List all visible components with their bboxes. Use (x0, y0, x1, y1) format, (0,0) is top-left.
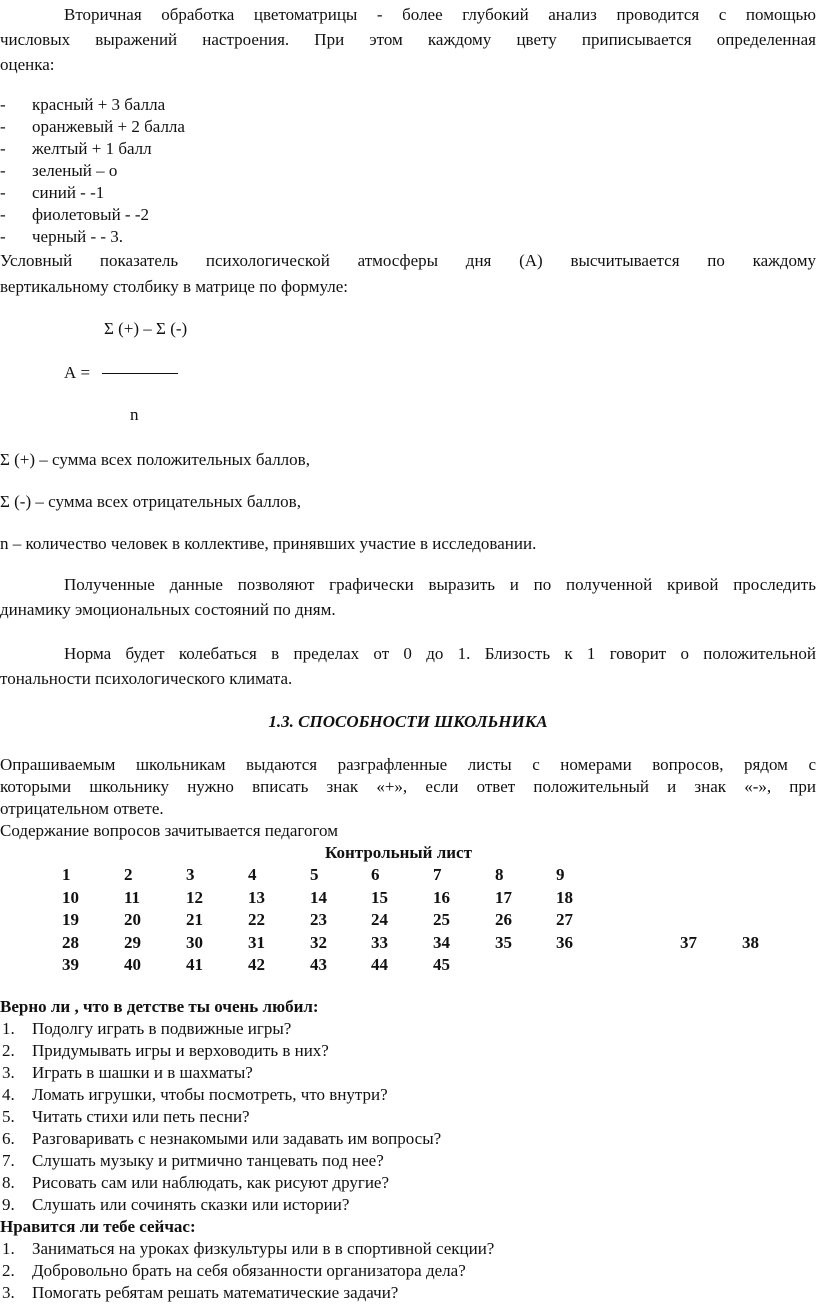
list-number: 2. (2, 1261, 15, 1280)
list-item (0, 1282, 700, 1304)
formula-lhs: А = (64, 363, 91, 382)
list-item (0, 1172, 700, 1194)
control-sheet-number: 32 (310, 932, 327, 952)
control-sheet-number: 9 (556, 865, 565, 884)
control-sheet-number: 1 (62, 865, 71, 884)
control-sheet-number: 20 (124, 910, 141, 929)
list-number: 3. (2, 1063, 15, 1082)
control-sheet-number: 40 (124, 955, 141, 974)
list-item (0, 204, 400, 226)
control-sheet-number: 16 (433, 887, 450, 907)
control-sheet-number: 5 (310, 865, 319, 884)
intro-line-2: числовых выражений настроения. При этом каждому цвету приписывается определенная (0, 30, 816, 49)
list-item (0, 1150, 700, 1172)
control-sheet-number: 10 (62, 887, 79, 907)
control-sheet-number: 35 (495, 932, 512, 952)
list-item (0, 226, 400, 248)
control-sheet-number: 36 (556, 932, 573, 952)
list-item-text: Читать стихи или петь песни? (32, 1107, 250, 1126)
control-sheet-number: 25 (433, 910, 450, 929)
norm-paragraph-line-1: Норма будет колебаться в пределах от 0 до 1. Близость к 1 говорит о положительной (64, 644, 816, 663)
list-item (0, 1260, 700, 1282)
list-item-text: зеленый – о (32, 161, 118, 180)
list-item-text: красный + 3 балла (32, 95, 166, 114)
list-item-text: Ломать игрушки, чтобы посмотреть, что внутри? (32, 1085, 388, 1104)
now-question-list (0, 1238, 816, 1304)
definition-positive: Σ (+) – сумма всех положительных баллов, (0, 450, 310, 469)
list-item-text: оранжевый + 2 балла (32, 117, 185, 136)
list-item-text: Рисовать сам или наблюдать, как рисуют другие? (32, 1173, 390, 1192)
control-sheet-number: 4 (248, 865, 257, 884)
list-item (0, 116, 400, 138)
list-item (0, 160, 400, 182)
list-dash: - (0, 161, 6, 180)
list-dash: - (0, 183, 6, 202)
color-score-list (0, 94, 400, 254)
control-sheet-number: 42 (248, 955, 265, 974)
list-number: 6. (2, 1129, 15, 1148)
list-item (0, 1238, 700, 1260)
control-sheet-number: 44 (371, 955, 388, 974)
list-item (0, 182, 400, 204)
control-sheet-title: Контрольный лист (325, 843, 472, 862)
control-sheet-number: 24 (371, 910, 388, 929)
list-item-text: Заниматься на уроках физкультуры или в в спортивной секции? (32, 1239, 495, 1258)
control-sheet-number: 15 (371, 887, 388, 907)
now-heading: Нравится ли тебе сейчас: (0, 1217, 196, 1236)
control-sheet-number: 37 (680, 932, 697, 952)
control-sheet-number: 30 (186, 932, 203, 952)
control-sheet-number: 31 (248, 932, 265, 952)
control-sheet-number: 11 (124, 887, 141, 907)
list-item-text: Слушать музыку и ритмично танцевать под нее? (32, 1151, 384, 1170)
list-dash: - (0, 95, 6, 114)
list-number: 9. (2, 1195, 15, 1214)
definition-negative: Σ (-) – сумма всех отрицательных баллов, (0, 492, 301, 511)
control-sheet-number: 3 (186, 865, 195, 884)
control-sheet-grid (0, 864, 816, 976)
control-sheet-number: 13 (248, 887, 265, 907)
formula-numerator: Σ (+) – Σ (-) (104, 319, 188, 338)
list-number: 3. (2, 1283, 15, 1302)
list-item (0, 1106, 700, 1128)
list-item (0, 94, 400, 116)
data-paragraph-line-1: Полученные данные позволяют графически выразить и по полученной кривой проследить (64, 575, 816, 594)
list-item-text: черный - - 3. (32, 227, 124, 246)
list-number: 1. (2, 1019, 15, 1038)
survey-intro-line-2: которыми школьнику нужно вписать знак «+», если ответ положительный и знак «-», при (0, 777, 816, 796)
control-sheet-number: 33 (371, 932, 388, 952)
list-item-text: Разговаривать с незнакомыми или задавать им вопросы? (32, 1129, 442, 1148)
list-dash: - (0, 117, 6, 136)
list-item-text: Добровольно брать на себя обязанности организатора дела? (32, 1261, 466, 1280)
list-dash: - (0, 227, 6, 246)
fraction-bar (102, 373, 178, 374)
survey-intro-line-1: Опрашиваемым школьникам выдаются разграфленные листы с номерами вопросов, рядом с (0, 755, 816, 774)
indicator-line-2: вертикальному столбику в матрице по формуле: (0, 277, 349, 296)
control-sheet-number: 29 (124, 932, 141, 952)
list-item-text: фиолетовый - -2 (32, 205, 149, 224)
data-paragraph-line-2: динамику эмоциональных состояний по дням. (0, 600, 336, 619)
list-item-text: Играть в шашки и в шахматы? (32, 1063, 253, 1082)
list-item-text: синий - -1 (32, 183, 105, 202)
definition-n: n – количество человек в коллективе, принявших участие в исследовании. (0, 534, 537, 553)
control-sheet-number: 8 (495, 865, 504, 884)
control-sheet-number: 41 (186, 955, 203, 974)
control-sheet-number: 21 (186, 910, 203, 929)
intro-line-3: оценка: (0, 55, 55, 74)
control-sheet-number: 43 (310, 955, 327, 974)
list-item (0, 1018, 700, 1040)
survey-intro-line-4: Содержание вопросов зачитывается педагогом (0, 821, 338, 840)
list-item (0, 1194, 700, 1216)
section-heading: 1.3. СПОСОБНОСТИ ШКОЛЬНИКА (268, 712, 548, 731)
control-sheet-number: 7 (433, 865, 442, 884)
list-number: 4. (2, 1085, 15, 1104)
control-sheet-number: 19 (62, 910, 79, 929)
control-sheet-number: 45 (433, 955, 450, 974)
control-sheet-number: 23 (310, 910, 327, 929)
childhood-question-list (0, 1018, 816, 1216)
survey-intro-line-3: отрицательном ответе. (0, 799, 164, 818)
intro-line-1: Вторичная обработка цветоматрицы - более глубокий анализ проводится с помощью (64, 5, 816, 24)
control-sheet-number: 18 (556, 887, 573, 907)
list-item-text: желтый + 1 балл (32, 139, 152, 158)
list-number: 2. (2, 1041, 15, 1060)
control-sheet-number: 38 (742, 932, 759, 952)
list-number: 5. (2, 1107, 15, 1126)
control-sheet-number: 6 (371, 865, 380, 884)
list-item (0, 138, 400, 160)
list-item (0, 1062, 700, 1084)
childhood-heading: Верно ли , что в детстве ты очень любил: (0, 997, 319, 1016)
control-sheet-number: 12 (186, 887, 203, 907)
list-item (0, 1084, 700, 1106)
list-item (0, 1040, 700, 1062)
list-item (0, 1128, 700, 1150)
list-dash: - (0, 139, 6, 158)
list-item-text: Слушать или сочинять сказки или истории? (32, 1195, 350, 1214)
control-sheet-number: 22 (248, 910, 265, 929)
control-sheet-number: 26 (495, 910, 512, 929)
formula-denominator: n (130, 405, 139, 424)
norm-paragraph-line-2: тональности психологического климата. (0, 669, 293, 688)
list-item-text: Помогать ребятам решать математические задачи? (32, 1283, 399, 1302)
control-sheet-number: 17 (495, 887, 512, 907)
indicator-line-1: Условный показатель психологической атмосферы дня (А) высчитывается по каждому (0, 251, 816, 270)
control-sheet-number: 28 (62, 932, 79, 952)
list-item-text: Подолгу играть в подвижные игры? (32, 1019, 292, 1038)
control-sheet-number: 14 (310, 887, 327, 907)
control-sheet-number: 34 (433, 932, 450, 952)
control-sheet-number: 27 (556, 910, 573, 929)
control-sheet-number: 2 (124, 865, 133, 884)
list-dash: - (0, 205, 6, 224)
list-number: 7. (2, 1151, 15, 1170)
list-number: 8. (2, 1173, 15, 1192)
control-sheet-number: 39 (62, 955, 79, 974)
list-item-text: Придумывать игры и верховодить в них? (32, 1041, 329, 1060)
list-number: 1. (2, 1239, 15, 1258)
